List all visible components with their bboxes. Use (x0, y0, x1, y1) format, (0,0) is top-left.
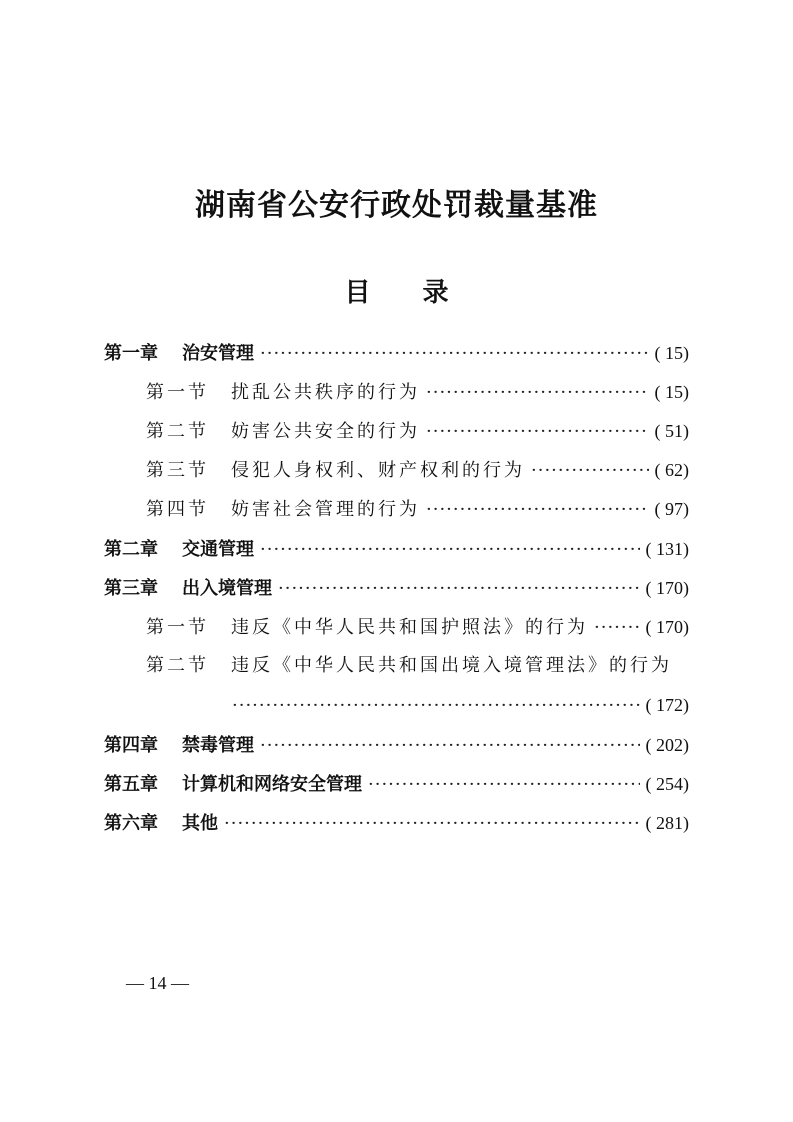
leader-dots (368, 772, 640, 798)
section-title: 侵犯人身权利、财产权利的行为 (231, 460, 525, 481)
chapter-title: 交通管理 (182, 539, 254, 560)
leader-dots (426, 380, 649, 406)
chapter-title: 治安管理 (182, 343, 254, 364)
leader-dots (426, 497, 649, 523)
section-label: 第二节 (146, 421, 209, 442)
toc-entry-chapter-3-section-1[interactable] (146, 614, 689, 640)
chapter-label: 第六章 (104, 813, 158, 834)
toc-entry-chapter-1[interactable] (104, 340, 689, 366)
page-number: — 14 — (126, 973, 189, 993)
section-label: 第一节 (146, 617, 209, 638)
section-label: 第四节 (146, 499, 209, 520)
toc-heading-part-2: 录 (422, 278, 449, 308)
toc-entry-chapter-1-section-4[interactable] (146, 496, 689, 522)
toc-entry-chapter-2[interactable] (104, 536, 689, 562)
section-label: 第一节 (146, 382, 209, 403)
toc-entry-chapter-5[interactable] (104, 771, 689, 797)
toc-heading-part-1: 目 (344, 278, 371, 308)
section-title: 妨害公共安全的行为 (231, 421, 420, 442)
section-title: 扰乱公共秩序的行为 (231, 382, 420, 403)
page-ref: ( 172) (645, 695, 689, 715)
page-ref: ( 254) (645, 774, 689, 794)
leader-dots (260, 733, 640, 759)
section-label: 第二节 (146, 655, 209, 676)
chapter-title: 出入境管理 (182, 578, 272, 599)
chapter-label: 第三章 (104, 578, 158, 599)
toc-entry-chapter-3[interactable] (104, 575, 689, 601)
leader-dots (232, 693, 640, 719)
leader-dots (260, 341, 649, 367)
section-title: 违反《中华人民共和国护照法》的行为 (231, 617, 588, 638)
leader-dots (260, 537, 640, 563)
page-ref: ( 202) (645, 735, 689, 755)
toc-entry-chapter-1-section-1[interactable] (146, 379, 689, 405)
chapter-title: 计算机和网络安全管理 (182, 774, 362, 795)
leader-dots (224, 811, 640, 837)
page-ref: ( 15) (654, 382, 689, 402)
chapter-title: 其他 (182, 813, 218, 834)
toc-entry-chapter-3-section-2[interactable] (146, 653, 672, 679)
page-ref: ( 51) (654, 421, 689, 441)
page-ref: ( 170) (645, 617, 689, 637)
chapter-label: 第一章 (104, 343, 158, 364)
page-ref: ( 15) (654, 343, 689, 363)
chapter-label: 第四章 (104, 735, 158, 756)
section-title: 违反《中华人民共和国出境入境管理法》的行为 (231, 655, 672, 676)
toc-entry-chapter-6[interactable] (104, 810, 689, 836)
section-label: 第三节 (146, 460, 209, 481)
toc-entry-chapter-1-section-3[interactable] (146, 457, 689, 483)
leader-dots (531, 458, 649, 484)
chapter-title: 禁毒管理 (182, 735, 254, 756)
section-title: 妨害社会管理的行为 (231, 499, 420, 520)
page-ref: ( 281) (645, 813, 689, 833)
leader-dots (426, 419, 649, 445)
page-ref: ( 62) (654, 460, 689, 480)
leader-dots (594, 615, 640, 641)
document-title: 湖南省公安行政处罚裁量基准 (195, 188, 598, 223)
chapter-label: 第五章 (104, 774, 158, 795)
page-ref: ( 97) (654, 499, 689, 519)
toc-entry-chapter-4[interactable] (104, 732, 689, 758)
toc-entry-chapter-1-section-2[interactable] (146, 418, 689, 444)
leader-dots (278, 576, 640, 602)
page-ref: ( 170) (645, 578, 689, 598)
toc-entry-chapter-3-section-2-continuation[interactable] (232, 692, 689, 718)
chapter-label: 第二章 (104, 539, 158, 560)
page-ref: ( 131) (645, 539, 689, 559)
